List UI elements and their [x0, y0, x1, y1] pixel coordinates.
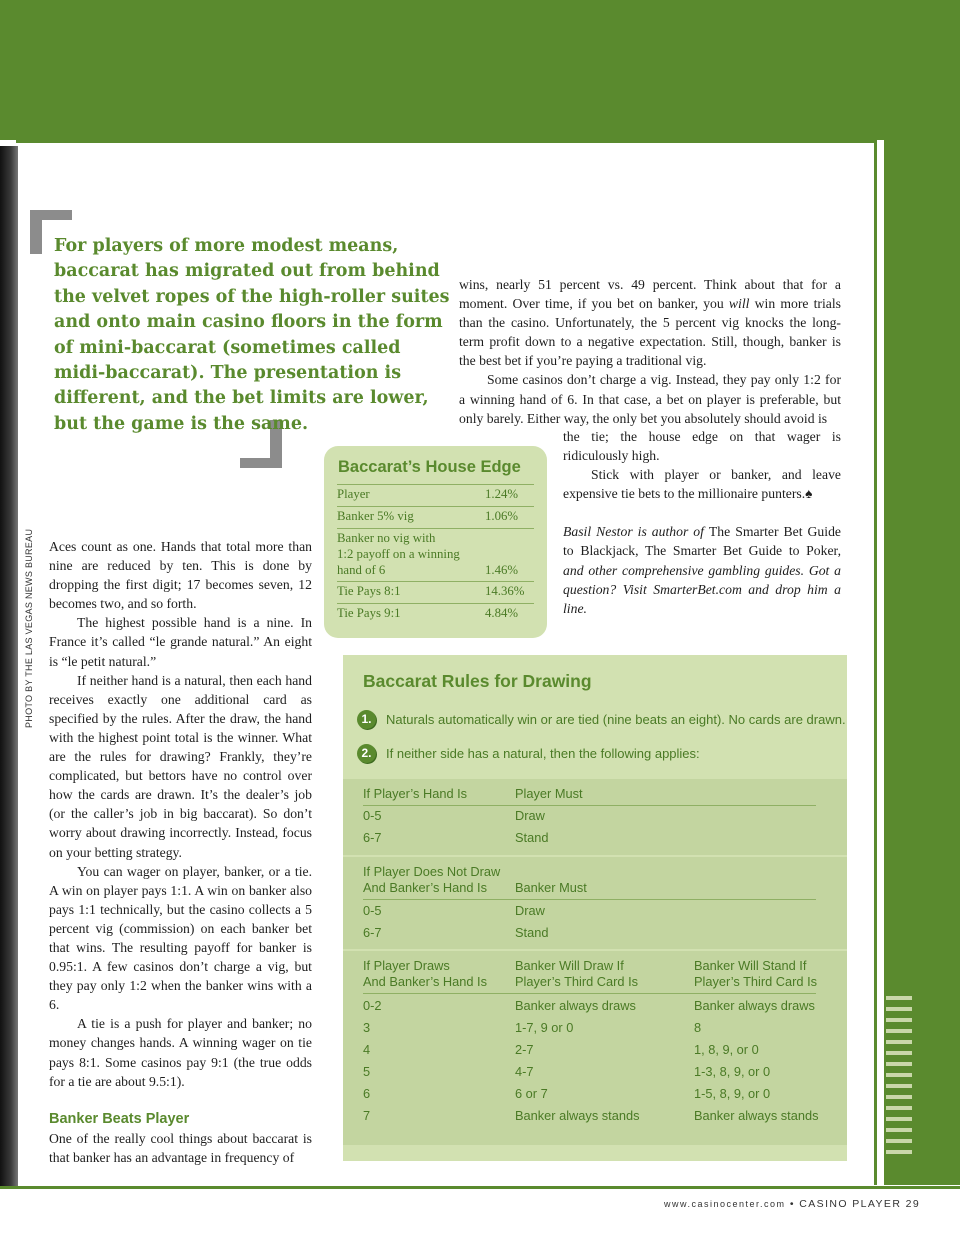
photo-strip [0, 146, 18, 1186]
table-cell: Banker always stands [694, 1108, 819, 1123]
table-cell: 1, 8, 9, or 0 [694, 1042, 759, 1057]
house-edge-row [337, 603, 534, 625]
row-label: Player [337, 487, 370, 501]
paragraph: Some casinos don’t charge a vig. Instead, they pay only 1:2 for a winning hand of 6. In that case, a bet on player is preferable, but only barely. Either way, the only bet you absolutely should avoid is [459, 372, 841, 426]
table-cell: 6-7 [363, 925, 382, 940]
table-cell: Banker always draws [515, 998, 636, 1013]
table-cell: 6 or 7 [515, 1086, 548, 1101]
house-edge-row [337, 581, 534, 603]
paragraph: Aces count as one. Hands that total more than nine are reduced by ten. This is done by dropping the first digit; 17 becomes seven, 12 becomes two, and so forth. [49, 539, 312, 612]
table-cell: 2-7 [515, 1042, 534, 1057]
table-header: If Player Draws [363, 958, 450, 973]
row-value: 1.06% [485, 509, 519, 523]
paragraph: the tie; the house edge on that wager is ridiculously high. [563, 429, 841, 464]
table-cell: 6-7 [363, 830, 382, 845]
house-edge-row [337, 484, 534, 506]
row-label: hand of 6 [337, 563, 386, 577]
drawing-rules-box [343, 655, 847, 1161]
row-label: 1:2 payoff on a winning [337, 547, 460, 561]
row-value: 4.84% [485, 606, 519, 620]
rule-number-badge: 2. [357, 744, 376, 763]
table-cell: Stand [515, 925, 549, 940]
table-cell: Banker always draws [694, 998, 815, 1013]
table-cell: 0-2 [363, 998, 382, 1013]
text-run: and other comprehensive gambling guides. Got a question? Visit SmarterBet.com and drop him a line. [563, 562, 841, 616]
table-header: If Player’s Hand Is [363, 786, 468, 801]
house-edge-box [324, 446, 547, 638]
page-number: 29 [905, 1198, 921, 1210]
table-header: If Player Does Not Draw [363, 864, 501, 879]
table-header: Banker Will Draw If [515, 958, 624, 973]
footer-url: www.casinocenter.com [664, 1199, 786, 1209]
table-header: Player Must [515, 786, 583, 801]
left-column [49, 537, 312, 1167]
rules-table-player [343, 779, 847, 855]
table-cell: 0-5 [363, 903, 382, 918]
paragraph: The highest possible hand is a nine. In France it’s called “le grande natural.” An eight is “le petit natural.” [49, 615, 312, 669]
row-value: 1.24% [485, 487, 519, 501]
page-footer [664, 1198, 920, 1210]
paragraph: If neither hand is a natural, then each hand receives exactly one additional card as specified by the rules. After the draw, the hand with the highest point total is the winner. What are the rules for drawing? Frankly, they’re complicated, but bettors have no control over how the cards are drawn. It’s the dealer’s job (or the caller’s job in big baccarat). So don’t worry about drawing incorrectly. Instead, focus on your betting strategy. [49, 672, 312, 860]
text-run: Stick with player or banker, and leave expensive tie bets to the millionaire punters. [563, 467, 841, 502]
row-label: Tie Pays 9:1 [337, 606, 401, 620]
table-cell: 1-3, 8, 9, or 0 [694, 1064, 771, 1079]
spade-end-mark: ♠ [805, 486, 813, 502]
house-edge-title: Baccarat’s House Edge [338, 458, 521, 476]
row-label: Banker no vig with [337, 531, 436, 545]
paragraph: You can wager on player, banker, or a tie. A win on player pays 1:1. A win on banker also pays 1:1 technically, but the casino collects a 5 percent vig (commission) on each banker bet that wins. The resulting payoff for banker is 0.95:1. A few casinos don’t charge a vig, but they pay only 1:2 when the banker wins with a 6. [49, 863, 312, 1013]
house-edge-row [337, 528, 534, 582]
table-header: And Banker’s Hand Is [363, 880, 488, 895]
table-header: Banker Must [515, 880, 587, 895]
top-green-band [0, 0, 960, 140]
table-cell: 7 [363, 1108, 371, 1123]
house-edge-row [337, 506, 534, 528]
table-cell: 8 [694, 1020, 702, 1035]
table-cell: 1-5, 8, 9, or 0 [694, 1086, 771, 1101]
table-rule [363, 993, 816, 994]
row-label: Banker 5% vig [337, 509, 414, 523]
row-value: 14.36% [485, 584, 525, 598]
text-run: win more trials than the casino. Unfortunately, the 5 percent vig knocks the long-term profit down to a negative expectation. Still, though, banker is the best bet if you’re paying a traditional vig. [459, 296, 841, 369]
table-cell: Draw [515, 903, 545, 918]
emphasis: will [728, 296, 750, 312]
footer-separator: • [789, 1198, 795, 1210]
paragraph [563, 465, 841, 503]
photo-credit: PHOTO BY THE LAS VEGAS NEWS BUREAU [24, 528, 34, 728]
quote-bracket-open-bar [30, 210, 72, 220]
table-header: And Banker’s Hand Is [363, 974, 488, 989]
right-column-bottom [563, 427, 841, 618]
frame-line-top [16, 140, 876, 143]
table-header: Player’s Third Card Is [694, 974, 818, 989]
rule-text: If neither side has a natural, then the following applies: [386, 746, 700, 761]
table-rule [363, 899, 816, 900]
rules-table-third-card [343, 951, 847, 1145]
rule-text: Naturals automatically win or are tied (nine beats an eight). No cards are drawn. [386, 712, 846, 727]
rule-number-badge: 1. [357, 710, 376, 729]
frame-line-right [874, 140, 877, 1185]
frame-line-bottom [0, 1186, 960, 1189]
table-header: Banker Will Stand If [694, 958, 807, 973]
table-cell: 3 [363, 1020, 371, 1035]
row-label: Tie Pays 8:1 [337, 584, 401, 598]
table-cell: 5 [363, 1064, 371, 1079]
text-run: wins, nearly 51 percent vs. 49 percent. Think about that for a moment. Over time, if you bet on banker, you [459, 277, 841, 312]
subhead-banker-beats-player: Banker Beats Player [49, 1110, 190, 1127]
rules-table-banker [343, 857, 847, 949]
row-value: 1.46% [485, 563, 519, 577]
table-cell: 6 [363, 1086, 371, 1101]
paragraph: A tie is a push for player and banker; no money changes hands. A winning wager on tie pays 8:1. Some casinos pay 9:1 (the true odds for a tie are about 9.5:1). [49, 1016, 312, 1089]
table-cell: 4 [363, 1042, 371, 1057]
pull-quote: For players of more modest means, baccarat has migrated out from behind the velvet ropes of the high-roller suites and onto main casino floors in the form of mini-baccarat (sometimes called midi-baccarat). The presentation is different, and the bet limits are lower, but the game is the same. [54, 236, 450, 434]
table-cell: 0-5 [363, 808, 382, 823]
paragraph: One of the really cool things about baccarat is that banker has an advantage in frequency of [49, 1130, 312, 1165]
text-run: Basil Nestor is author of [563, 524, 709, 540]
table-cell: Draw [515, 808, 545, 823]
book-titles: The Smarter Bet Guide to Blackjack, The Smarter Bet Guide to Poker, [563, 524, 841, 559]
quote-bracket-close-bar [240, 458, 282, 468]
table-cell: Stand [515, 830, 549, 845]
table-cell: 1-7, 9 or 0 [515, 1020, 574, 1035]
footer-magazine: CASINO PLAYER [799, 1198, 902, 1210]
table-cell: Banker always stands [515, 1108, 640, 1123]
table-cell: 4-7 [515, 1064, 534, 1079]
table-header: Player’s Third Card Is [515, 974, 639, 989]
author-bio [563, 522, 841, 617]
paragraph [459, 275, 841, 370]
right-column-top [459, 275, 841, 428]
decorative-ticks [886, 996, 912, 1161]
table-rule [363, 805, 816, 806]
drawing-rules-title: Baccarat Rules for Drawing [363, 671, 592, 691]
